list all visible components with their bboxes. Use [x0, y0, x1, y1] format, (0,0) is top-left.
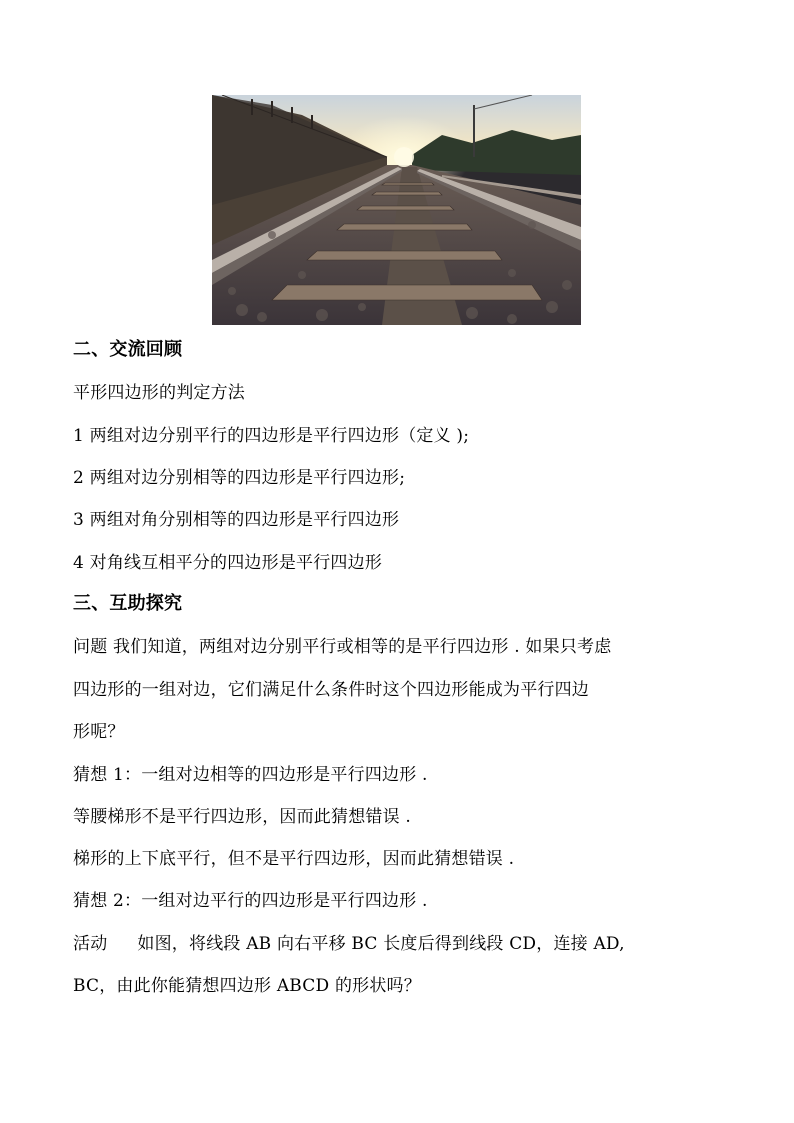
activity-label: 活动	[73, 934, 108, 954]
conjecture-1: 猜想 1：一组对边相等的四边形是平行四边形 .	[73, 765, 428, 785]
review-item-3: 3 两组对角分别相等的四边形是平行四边形	[73, 510, 400, 530]
conjecture-2: 猜想 2：一组对边平行的四边形是平行四边形 .	[73, 891, 428, 911]
activity-line-1	[73, 933, 625, 955]
review-intro: 平形四边形的判定方法	[73, 383, 245, 403]
activity-text-1: 如图，将线段 AB 向右平移 BC 长度后得到线段 CD，连接 AD,	[137, 934, 625, 954]
railway-track-photo	[212, 95, 581, 325]
activity-line-2: BC，由此你能猜想四边形 ABCD 的形状吗？	[73, 976, 421, 996]
section-heading-review: 二、交流回顾	[73, 339, 183, 360]
question-line-3: 形呢？	[73, 722, 125, 742]
refutation-1: 等腰梯形不是平行四边形，因而此猜想错误 .	[73, 807, 412, 827]
question-line-2: 四边形的一组对边，它们满足什么条件时这个四边形能成为平行四边	[73, 680, 589, 700]
section-heading-explore: 三、互助探究	[73, 593, 183, 614]
review-item-2: 2 两组对边分别相等的四边形是平行四边形;	[73, 468, 406, 488]
review-item-1: 1 两组对边分别平行的四边形是平行四边形（定义 );	[73, 426, 470, 446]
review-item-4: 4 对角线互相平分的四边形是平行四边形	[73, 553, 383, 573]
refutation-2: 梯形的上下底平行，但不是平行四边形，因而此猜想错误 .	[73, 849, 515, 869]
question-line-1: 问题 我们知道，两组对边分别平行或相等的是平行四边形 . 如果只考虑	[73, 637, 612, 657]
railway-illustration	[212, 95, 581, 325]
